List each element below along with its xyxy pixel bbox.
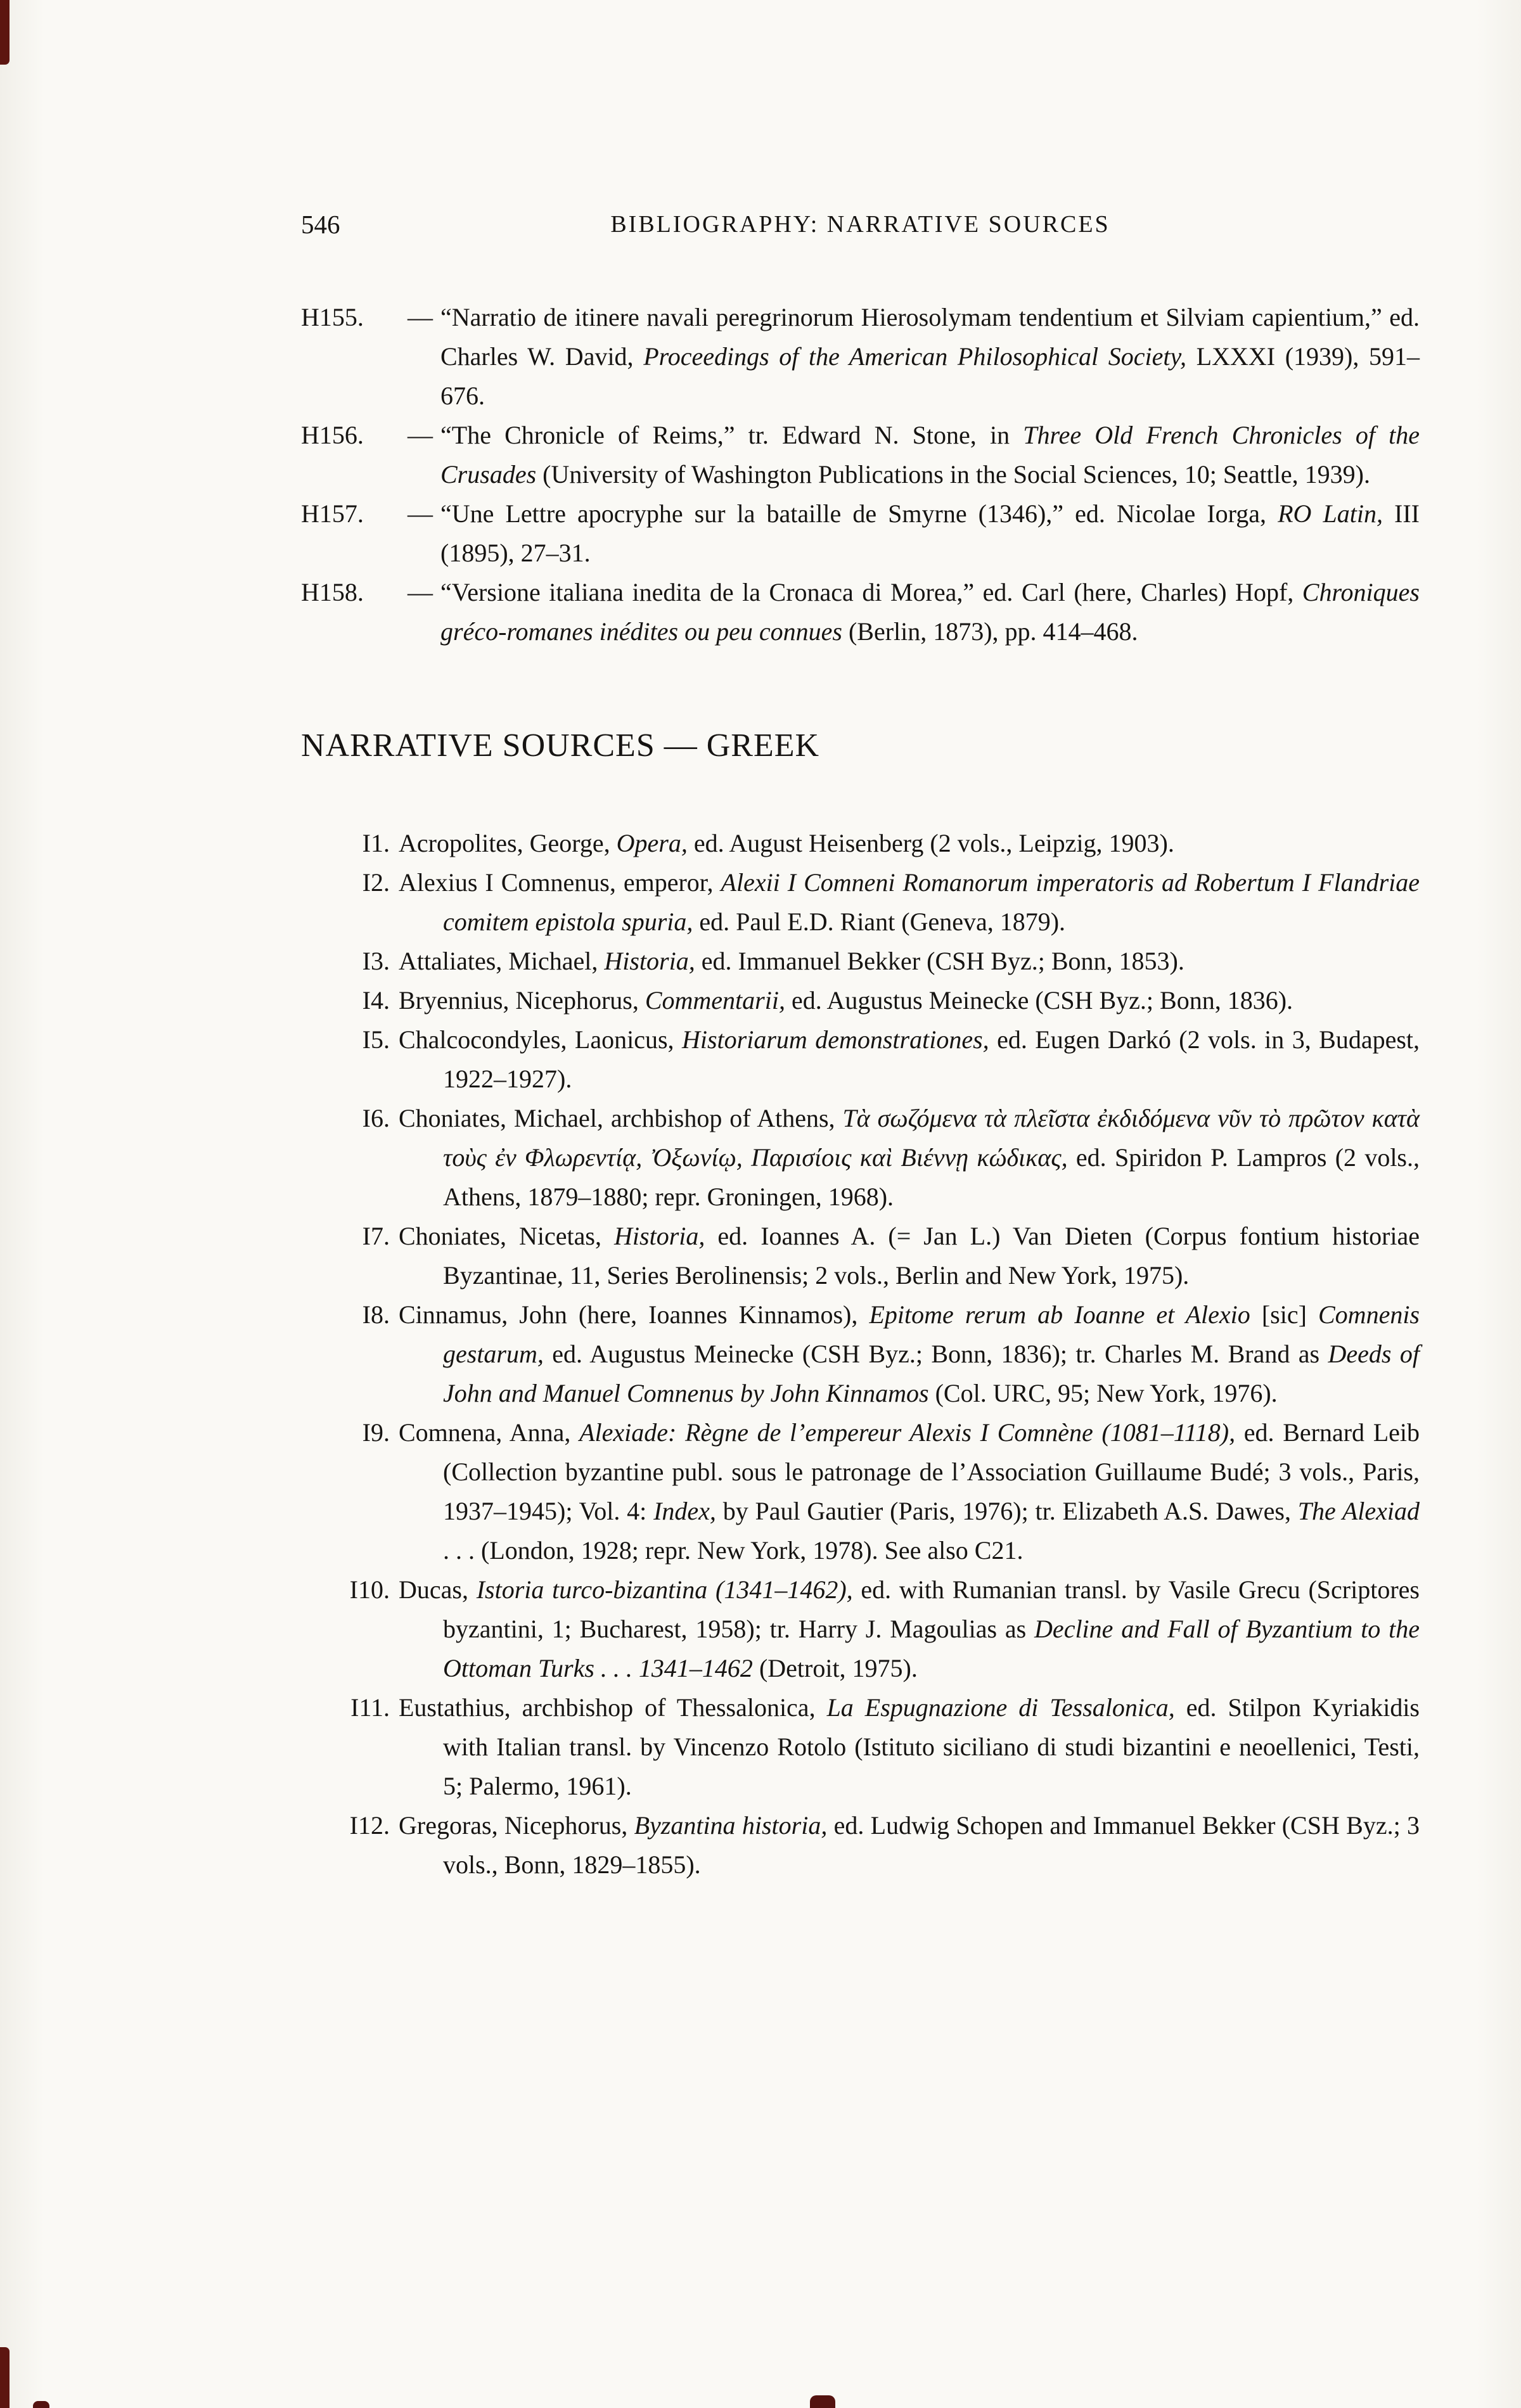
entry-label: I3. [362, 947, 390, 975]
bibliography-entry [301, 416, 1420, 494]
bibliography-list-greek [301, 824, 1420, 1885]
entry-text: Cinnamus, John (here, Ioannes Kinnamos), Epitome rerum ab Ioanne et Alexio [sic] Comnenis gestarum, ed. Augustus Meinecke (CSH Byz.; Bonn, 1836); tr. Charles M. Brand as Deeds of John and Manuel Comnenus by John Kinnamos (Col. URC, 95; New York, 1976). [399, 1300, 1420, 1407]
entry-label: I12. [349, 1811, 390, 1840]
entry-text: Chalcocondyles, Laonicus, Historiarum demonstrationes, ed. Eugen Darkó (2 vols. in 3, Budapest, 1922–1927). [399, 1025, 1420, 1093]
entry-text: “Versione italiana inedita de la Cronaca di Morea,” ed. Carl (here, Charles) Hopf, Chroniques gréco-romanes inédites ou peu connues (Berlin, 1873), pp. 414–468. [440, 578, 1420, 646]
bibliography-entry [301, 1570, 1420, 1688]
entry-label: I5. [362, 1025, 390, 1054]
entry-text: Ducas, Istoria turco-bizantina (1341–1462), ed. with Rumanian transl. by Vasile Grecu (Scriptores byzantini, 1; Bucharest, 1958); tr. Harry J. Magoulias as Decline and Fall of Byzantium to the Ottoman Turks . . . 1341–1462 (Detroit, 1975). [399, 1575, 1420, 1682]
entry-text: Eustathius, archbishop of Thessalonica, La Espugnazione di Tessalonica, ed. Stilpon Kyriakidis with Italian transl. by Vincenzo Rotolo (Istituto siciliano di studi bizantini e neoellenici, Testi, 5; Palermo, 1961). [399, 1693, 1420, 1800]
entry-label: H156. [301, 421, 364, 449]
entry-text: Bryennius, Nicephorus, Commentarii, ed. Augustus Meinecke (CSH Byz.; Bonn, 1836). [399, 986, 1293, 1015]
entry-dash: — [408, 499, 433, 528]
page-number: 546 [301, 210, 340, 239]
section-heading: NARRATIVE SOURCES — GREEK [301, 727, 820, 764]
entry-text: Gregoras, Nicephorus, Byzantina historia, ed. Ludwig Schopen and Immanuel Bekker (CSH Byz.; 3 vols., Bonn, 1829–1855). [399, 1811, 1420, 1879]
entry-dash: — [408, 303, 433, 331]
running-header: BIBLIOGRAPHY: NARRATIVE SOURCES [610, 211, 1110, 238]
entry-text: “Une Lettre apocryphe sur la bataille de Smyrne (1346),” ed. Nicolae Iorga, RO Latin, III (1895), 27–31. [440, 499, 1420, 567]
entry-label: I2. [362, 868, 390, 897]
entry-label: H158. [301, 578, 364, 606]
entry-text: Acropolites, George, Opera, ed. August Heisenberg (2 vols., Leipzig, 1903). [399, 829, 1174, 857]
bibliography-entry [301, 1688, 1420, 1806]
entry-text: Choniates, Michael, archbishop of Athens, Τὰ σωζόμενα τὰ πλεῖστα ἐκδιδόμενα νῦν τὸ πρῶτον κατὰ τοὺς ἐν Φλωρεντίᾳ, Ὀξωνίῳ, Παρισίοις καὶ Βιέννῃ κώδικας, ed. Spiridon P. Lampros (2 vols., Athens, 1879–1880; repr. Groningen, 1968). [399, 1104, 1420, 1211]
bibliography-entry [301, 1217, 1420, 1295]
entry-dash: — [408, 421, 433, 449]
entry-text: “The Chronicle of Reims,” tr. Edward N. Stone, in Three Old French Chronicles of the Crusades (University of Washington Publications in the Social Sciences, 10; Seattle, 1939). [440, 421, 1420, 489]
entry-text: “Narratio de itinere navali peregrinorum Hierosolymam tendentium et Silviam capientium,” ed. Charles W. David, Proceedings of the American Philosophical Society, LXXXI (1939), 591–676. [440, 303, 1420, 410]
page-content [301, 209, 1420, 1885]
page-header [301, 209, 1420, 240]
bibliography-entry [301, 1806, 1420, 1885]
entry-text: Alexius I Comnenus, emperor, Alexii I Comneni Romanorum imperatoris ad Robertum I Flandriae comitem epistola spuria, ed. Paul E.D. Riant (Geneva, 1879). [399, 868, 1420, 936]
bibliography-entry [301, 298, 1420, 416]
scan-artifact-bottom-left-blob [33, 2401, 49, 2408]
entry-label: I10. [349, 1575, 390, 1604]
entry-label: I8. [362, 1300, 390, 1329]
bibliography-entry [301, 1099, 1420, 1217]
entry-dash: — [408, 578, 433, 606]
bibliography-entry [301, 1020, 1420, 1099]
bibliography-entry [301, 863, 1420, 942]
entry-text: Attaliates, Michael, Historia, ed. Immanuel Bekker (CSH Byz.; Bonn, 1853). [399, 947, 1184, 975]
entry-label: I11. [350, 1693, 390, 1722]
bibliography-entry [301, 1413, 1420, 1570]
scan-artifact-top-left [0, 0, 10, 65]
bibliography-entry [301, 494, 1420, 573]
bibliography-entry [301, 942, 1420, 981]
entry-label: H157. [301, 499, 364, 528]
bibliography-entry [301, 824, 1420, 863]
bibliography-list-latin [301, 298, 1420, 651]
entry-label: I1. [362, 829, 390, 857]
scan-artifact-bottom-center [810, 2395, 835, 2408]
bibliography-entry [301, 573, 1420, 651]
entry-label: I4. [362, 986, 390, 1015]
entry-text: Choniates, Nicetas, Historia, ed. Ioannes A. (= Jan L.) Van Dieten (Corpus fontium historiae Byzantinae, 11, Series Berolinensis; 2 vols., Berlin and New York, 1975). [399, 1222, 1420, 1290]
bibliography-entry [301, 981, 1420, 1020]
bibliography-entry [301, 1295, 1420, 1413]
entry-label: H155. [301, 303, 364, 331]
scan-artifact-bottom-left [0, 2347, 10, 2408]
entry-label: I6. [362, 1104, 390, 1132]
entry-text: Comnena, Anna, Alexiade: Règne de l’empereur Alexis I Comnène (1081–1118), ed. Bernard Leib (Collection byzantine publ. sous le patronage de l’Association Guillaume Budé; 3 vols., Paris, 1937–1945); Vol. 4: Index, by Paul Gautier (Paris, 1976); tr. Elizabeth A.S. Dawes, The Alexiad . . . (London, 1928; repr. New York, 1978). See also C21. [399, 1418, 1420, 1565]
entry-label: I9. [362, 1418, 390, 1447]
entry-label: I7. [362, 1222, 390, 1250]
